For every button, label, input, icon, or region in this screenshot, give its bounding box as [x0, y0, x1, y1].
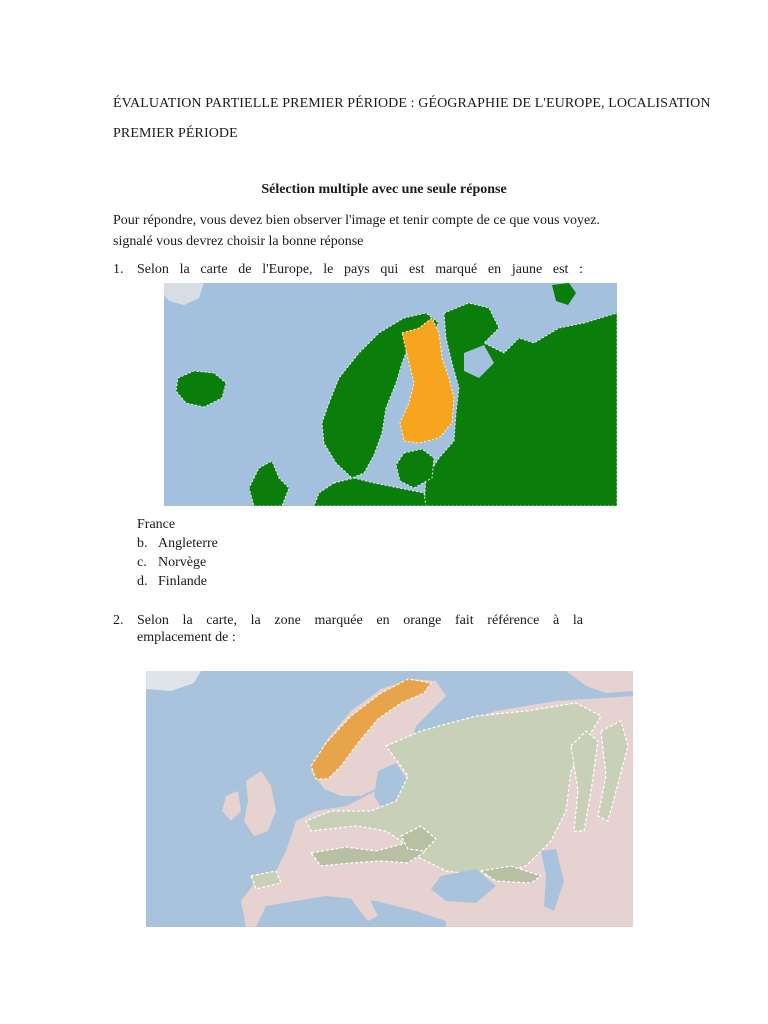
- section-subtitle: Sélection multiple avec une seule réponse: [261, 182, 507, 197]
- option-c[interactable]: [137, 553, 218, 572]
- question-2-number: 2.: [113, 613, 124, 628]
- europe-map-finland: [164, 283, 617, 506]
- question-1-text: Selon la carte de l'Europe, le pays qui est marqué en jaune est :: [137, 262, 583, 277]
- option-letter: b.: [137, 536, 148, 551]
- option-label: Angleterre: [158, 536, 218, 551]
- option-b[interactable]: [137, 534, 218, 553]
- document-title-line-1: ÉVALUATION PARTIELLE PREMIER PÉRIODE : GÉOGRAPHIE DE L'EUROPE, LOCALISATION: [113, 96, 711, 111]
- question-2-text: Selon la carte, la zone marquée en orange fait référence à la: [137, 613, 583, 628]
- instruction-line-2: signalé vous devrez choisir la bonne réponse: [113, 234, 364, 249]
- instruction-line-1: Pour répondre, vous devez bien observer l'image et tenir compte de ce que vous voyez.: [113, 213, 600, 228]
- option-letter: d.: [137, 574, 148, 589]
- europe-relief-map: [146, 671, 633, 927]
- option-label: Norvège: [158, 555, 207, 570]
- document-title-line-2: PREMIER PÉRIODE: [113, 126, 238, 141]
- option-label: France: [137, 517, 176, 532]
- option-label: Finlande: [158, 574, 207, 589]
- option-letter: c.: [137, 555, 147, 570]
- question-1-options: [137, 515, 218, 591]
- question-2-text-cont: emplacement de :: [137, 630, 236, 645]
- question-1-number: 1.: [113, 262, 124, 277]
- option-a[interactable]: [137, 515, 218, 534]
- option-d[interactable]: [137, 572, 218, 591]
